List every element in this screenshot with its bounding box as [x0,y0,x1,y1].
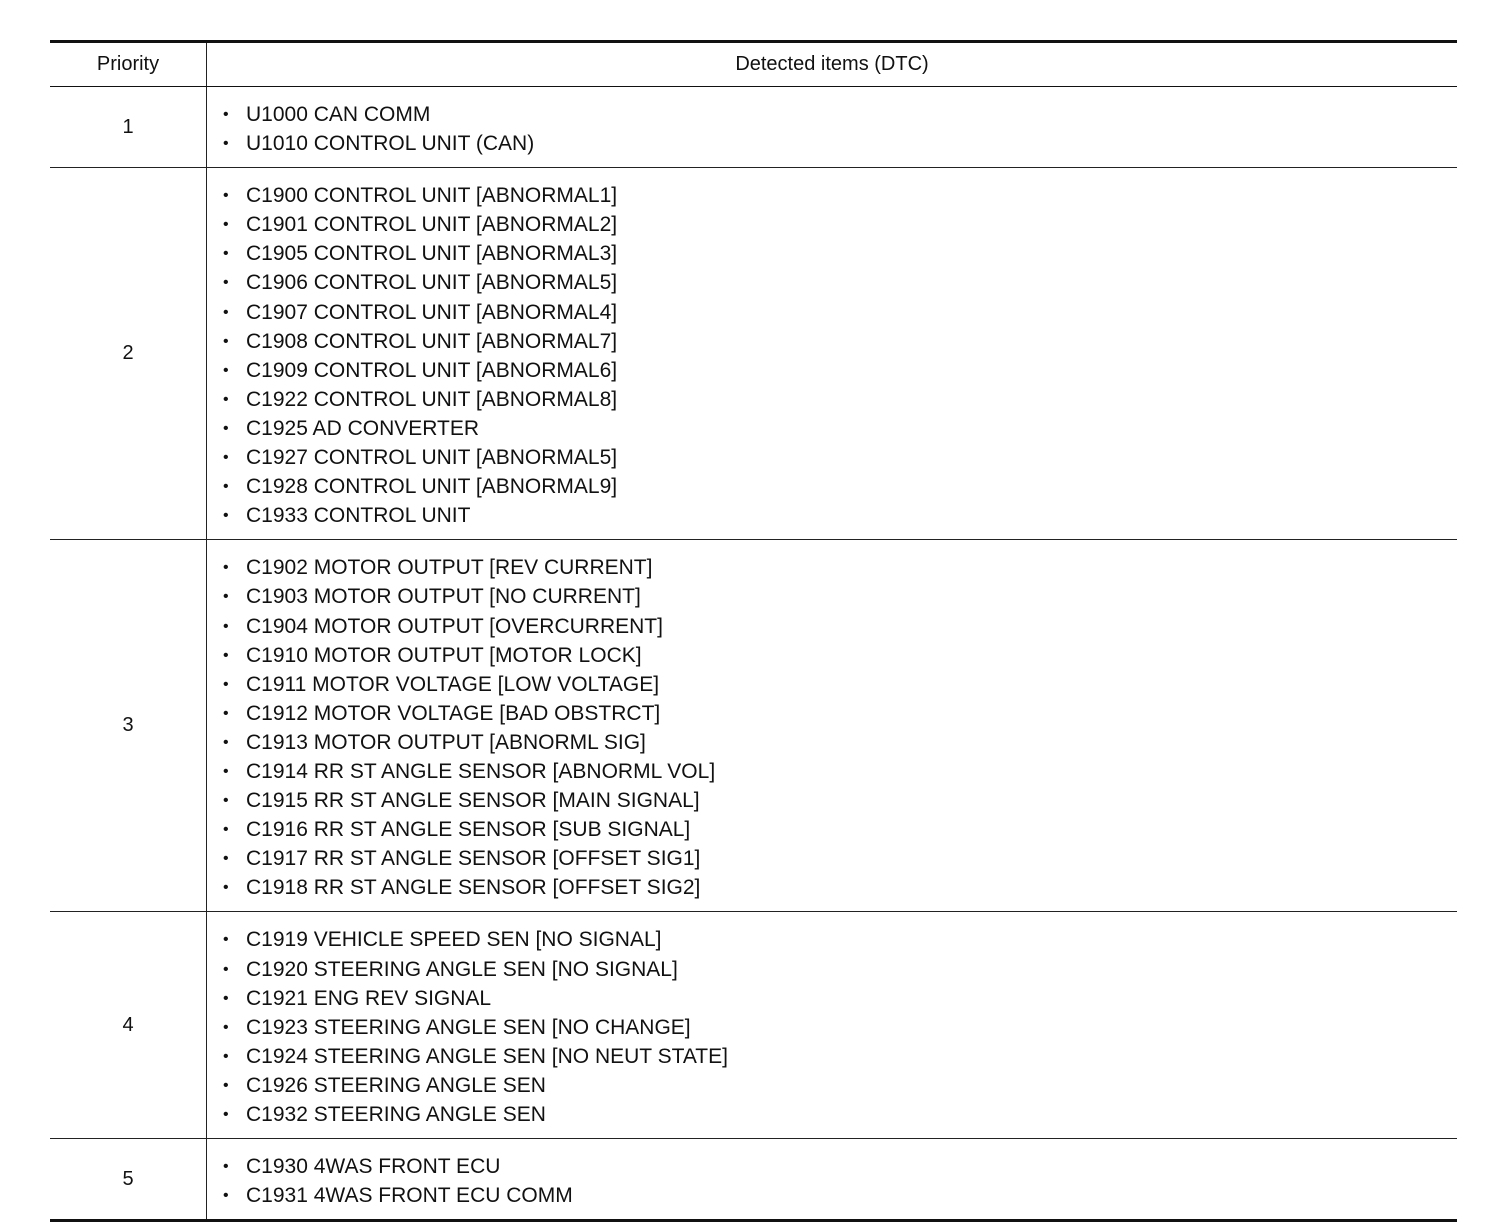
dtc-list-item [207,1152,1457,1181]
dtc-list-item [207,873,1457,902]
dtc-text: C1911 MOTOR VOLTAGE [LOW VOLTAGE] [246,672,660,696]
dtc-priority-table [50,40,1457,1222]
bullet-icon: • [223,1018,229,1036]
bullet-icon: • [223,332,229,350]
dtc-text: U1010 CONTROL UNIT (CAN) [246,132,535,156]
bullet-icon: • [223,106,229,123]
dtc-text: C1915 RR ST ANGLE SENSOR [MAIN SIGNAL] [246,789,700,813]
dtc-text: C1903 MOTOR OUTPUT [NO CURRENT] [246,585,641,609]
dtc-text: C1923 STEERING ANGLE SEN [NO CHANGE] [246,1015,691,1039]
bullet-icon: • [223,1187,229,1205]
bullet-icon: • [223,361,229,379]
dtc-list [207,540,1457,911]
dtc-text: C1919 VEHICLE SPEED SEN [NO SIGNAL] [246,928,662,952]
dtc-text: C1905 CONTROL UNIT [ABNORMAL3] [246,242,618,266]
bullet-icon: • [223,733,229,751]
dtc-text: C1928 CONTROL UNIT [ABNORMAL9] [246,475,618,499]
bullet-icon: • [223,274,229,292]
dtc-text: C1901 CONTROL UNIT [ABNORMAL2] [246,213,618,237]
priority-cell: 4 [50,912,207,1139]
dtc-list-item [207,553,1457,582]
bullet-icon: • [223,216,229,234]
dtc-list-item [207,100,1457,129]
dtc-list-item [207,210,1457,239]
dtc-list-item [207,1071,1457,1100]
table-header [50,42,1457,87]
dtc-list-item [207,1181,1457,1210]
dtc-list-item [207,268,1457,297]
dtc-list-item [207,443,1457,472]
bullet-icon: • [223,879,229,897]
dtc-text: C1927 CONTROL UNIT [ABNORMAL5] [246,446,618,470]
table-row [50,912,1457,1139]
dtc-text: C1920 STEERING ANGLE SEN [NO SIGNAL] [246,957,678,981]
dtc-list-item [207,472,1457,501]
dtc-text: C1932 STEERING ANGLE SEN [246,1103,546,1126]
bullet-icon: • [223,588,229,606]
bullet-icon: • [223,792,229,810]
bullet-icon: • [223,303,229,321]
bullet-icon: • [223,1106,229,1123]
detected-items-cell [207,540,1458,912]
header-row [50,42,1457,87]
dtc-list [207,912,1457,1138]
dtc-text: C1907 CONTROL UNIT [ABNORMAL4] [246,300,618,324]
dtc-text: C1922 CONTROL UNIT [ABNORMAL8] [246,387,618,411]
dtc-list-item [207,414,1457,443]
dtc-list-item [207,786,1457,815]
table-row [50,540,1457,912]
bullet-icon: • [223,675,229,693]
dtc-text: C1925 AD CONVERTER [246,416,480,440]
dtc-list-item [207,1042,1457,1071]
dtc-text: C1930 4WAS FRONT ECU [246,1155,501,1179]
dtc-text: C1906 CONTROL UNIT [ABNORMAL5] [246,271,618,295]
bullet-icon: • [223,419,229,437]
bullet-icon: • [223,507,229,525]
bullet-icon: • [223,704,229,722]
bullet-icon: • [223,1047,229,1065]
bullet-icon: • [223,646,229,664]
dtc-text: C1904 MOTOR OUTPUT [OVERCURRENT] [246,614,663,638]
bullet-icon: • [223,1158,229,1176]
priority-column-header: Priority [50,42,207,87]
table-row [50,1139,1457,1221]
detected-items-cell [207,168,1458,540]
dtc-list-item [207,385,1457,414]
priority-cell: 1 [50,87,207,168]
dtc-list-item [207,612,1457,641]
detected-items-column-header: Detected items (DTC) [207,42,1458,87]
dtc-list-item [207,955,1457,984]
dtc-list-item [207,925,1457,954]
bullet-icon: • [223,821,229,839]
dtc-list-item [207,181,1457,210]
dtc-list [207,1139,1457,1219]
dtc-list [207,87,1457,167]
bullet-icon: • [223,449,229,467]
dtc-list [207,168,1457,539]
dtc-list-item [207,757,1457,786]
bullet-icon: • [223,390,229,408]
dtc-list-item [207,239,1457,268]
dtc-list-item [207,298,1457,327]
priority-cell: 3 [50,540,207,912]
detected-items-cell [207,87,1458,168]
table-row [50,87,1457,168]
dtc-text: C1926 STEERING ANGLE SEN [246,1073,546,1097]
dtc-text: C1924 STEERING ANGLE SEN [NO NEUT STATE] [246,1044,728,1068]
dtc-text: U1000 CAN COMM [246,103,431,126]
priority-cell: 5 [50,1139,207,1221]
dtc-text: C1908 CONTROL UNIT [ABNORMAL7] [246,329,618,353]
dtc-text: C1900 CONTROL UNIT [ABNORMAL1] [246,184,618,208]
priority-cell: 2 [50,168,207,540]
dtc-list-item [207,129,1457,158]
dtc-list-item [207,844,1457,873]
detected-items-cell [207,912,1458,1139]
dtc-text: C1918 RR ST ANGLE SENSOR [OFFSET SIG2] [246,876,701,900]
bullet-icon: • [223,559,229,577]
dtc-text: C1917 RR ST ANGLE SENSOR [OFFSET SIG1] [246,847,701,871]
dtc-list-item [207,356,1457,385]
bullet-icon: • [223,617,229,635]
bullet-icon: • [223,135,229,153]
bullet-icon: • [223,960,229,978]
dtc-list-item [207,699,1457,728]
dtc-list-item [207,327,1457,356]
bullet-icon: • [223,478,229,496]
dtc-list-item [207,984,1457,1013]
bullet-icon: • [223,850,229,868]
bullet-icon: • [223,245,229,263]
dtc-text: C1912 MOTOR VOLTAGE [BAD OBSTRCT] [246,701,661,725]
dtc-list-item [207,728,1457,757]
dtc-text: C1921 ENG REV SIGNAL [246,986,492,1010]
table-body [50,87,1457,1221]
dtc-text: C1933 CONTROL UNIT [246,504,471,528]
bullet-icon: • [223,762,229,780]
dtc-list-item [207,641,1457,670]
detected-items-cell [207,1139,1458,1221]
dtc-list-item [207,815,1457,844]
table-row [50,168,1457,540]
bullet-icon: • [223,1076,229,1094]
dtc-list-item [207,1100,1457,1129]
dtc-text: C1931 4WAS FRONT ECU COMM [246,1184,573,1208]
dtc-list-item [207,670,1457,699]
dtc-text: C1916 RR ST ANGLE SENSOR [SUB SIGNAL] [246,818,691,842]
dtc-list-item [207,1013,1457,1042]
dtc-list-item [207,501,1457,530]
dtc-text: C1910 MOTOR OUTPUT [MOTOR LOCK] [246,643,642,667]
dtc-text: C1902 MOTOR OUTPUT [REV CURRENT] [246,556,653,580]
bullet-icon: • [223,989,229,1007]
bullet-icon: • [223,931,229,949]
bullet-icon: • [223,187,229,205]
dtc-text: C1914 RR ST ANGLE SENSOR [ABNORML VOL] [246,759,716,783]
dtc-text: C1913 MOTOR OUTPUT [ABNORML SIG] [246,730,646,754]
dtc-list-item [207,582,1457,611]
dtc-text: C1909 CONTROL UNIT [ABNORMAL6] [246,358,618,382]
